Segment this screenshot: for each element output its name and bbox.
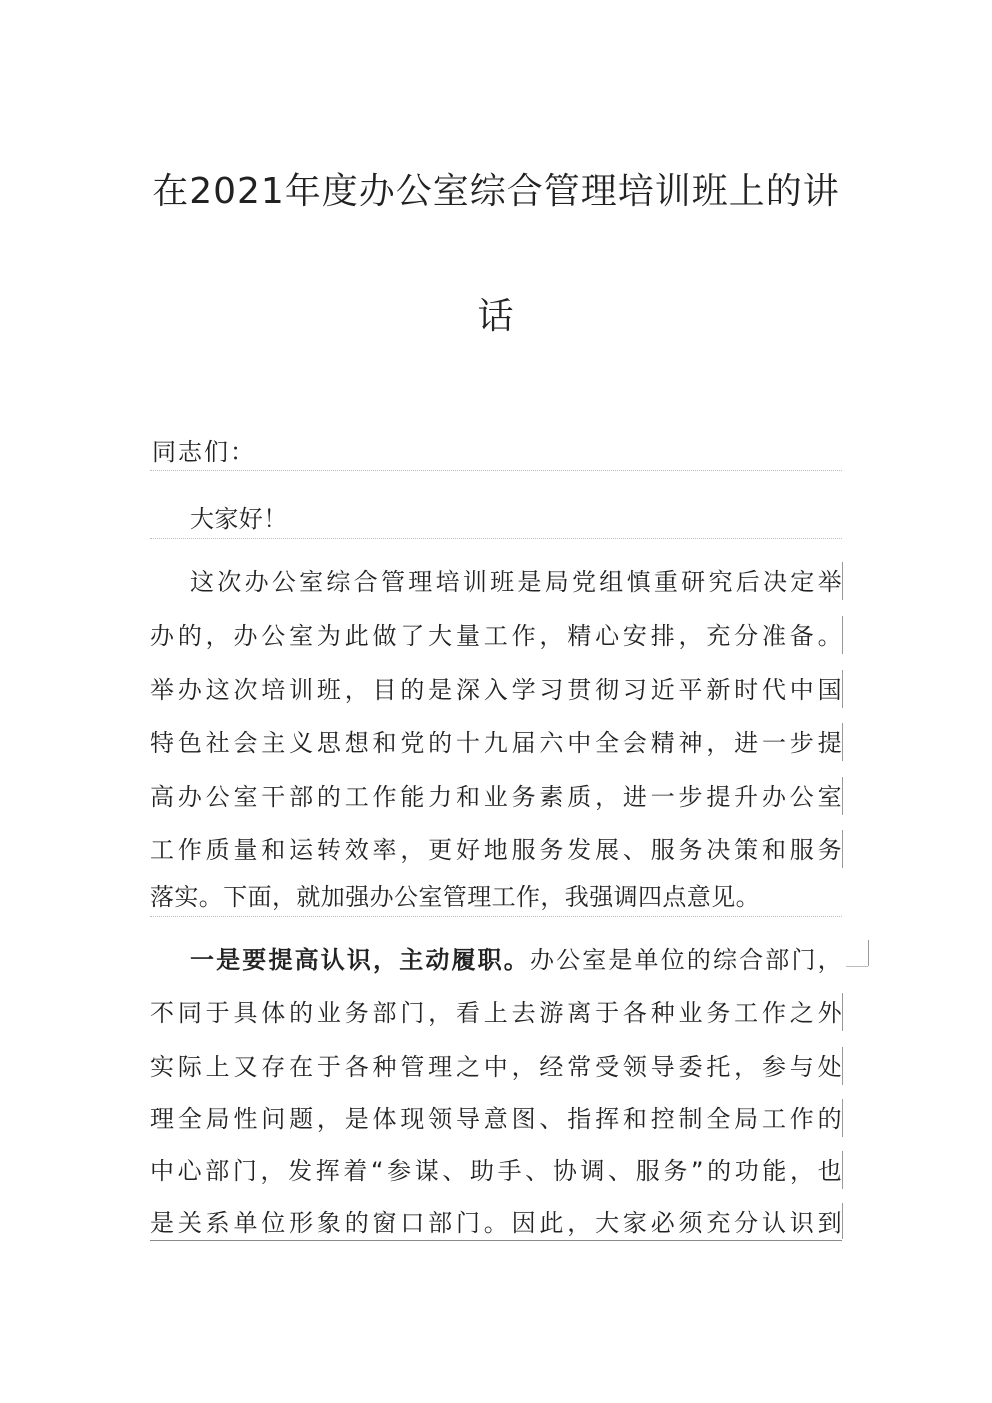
paragraph-2-lead: 一是要提高认识，主动履职。: [190, 946, 530, 974]
paragraph-2-line: 是关系单位形象的窗口部门。因此，大家必须充分认识到: [150, 1209, 842, 1237]
paragraph-1-line: 落实。下面，就加强办公室管理工作，我强调四点意见。: [150, 883, 760, 911]
margin-bar: [842, 1099, 843, 1137]
paragraph-2-first-line: [190, 940, 842, 975]
paragraph-2-lead-rest: 办公室是单位的综合部门，: [529, 946, 842, 974]
margin-bar: [842, 616, 843, 654]
margin-bar: [842, 1203, 843, 1239]
divider: [150, 916, 842, 917]
salutation: 同志们：: [152, 438, 256, 466]
paragraph-1-line: 举办这次培训班，目的是深入学习贯彻习近平新时代中国: [150, 676, 842, 704]
margin-bar: [842, 777, 843, 815]
margin-bar: [842, 993, 843, 1031]
paragraph-1-line: 高办公室干部的工作能力和业务素质，进一步提升办公室: [150, 783, 842, 811]
paragraph-1-line: 特色社会主义思想和党的十九届六中全会精神，进一步提: [150, 729, 842, 757]
margin-tick: [846, 966, 868, 967]
divider: [150, 470, 842, 471]
margin-bar: [842, 562, 843, 600]
paragraph-1-line: 这次办公室综合管理培训班是局党组慎重研究后决定举: [190, 568, 842, 596]
paragraph-1-line: 工作质量和运转效率，更好地服务发展、服务决策和服务: [150, 836, 842, 864]
paragraph-1-line: 办的，办公室为此做了大量工作，精心安排，充分准备。: [150, 622, 842, 650]
margin-bar: [842, 830, 843, 868]
margin-bar: [842, 1151, 843, 1189]
bottom-rule: [150, 1240, 842, 1241]
margin-bar: [842, 1047, 843, 1085]
divider: [150, 538, 842, 539]
document-title-line-1: 在2021年度办公室综合管理培训班上的讲: [152, 171, 840, 212]
margin-bar: [842, 723, 843, 761]
paragraph-2-line: 中心部门，发挥着“参谋、助手、协调、服务”的功能，也: [150, 1157, 842, 1185]
margin-bar: [842, 670, 843, 708]
document-title-line-2: 话: [477, 296, 515, 337]
paragraph-2-line: 实际上又存在于各种管理之中，经常受领导委托，参与处: [150, 1053, 842, 1081]
margin-bar: [868, 940, 869, 966]
paragraph-2-line: 不同于具体的业务部门，看上去游离于各种业务工作之外: [150, 999, 842, 1027]
greeting: 大家好！: [190, 505, 288, 533]
paragraph-2-line: 理全局性问题，是体现领导意图、指挥和控制全局工作的: [150, 1105, 842, 1133]
